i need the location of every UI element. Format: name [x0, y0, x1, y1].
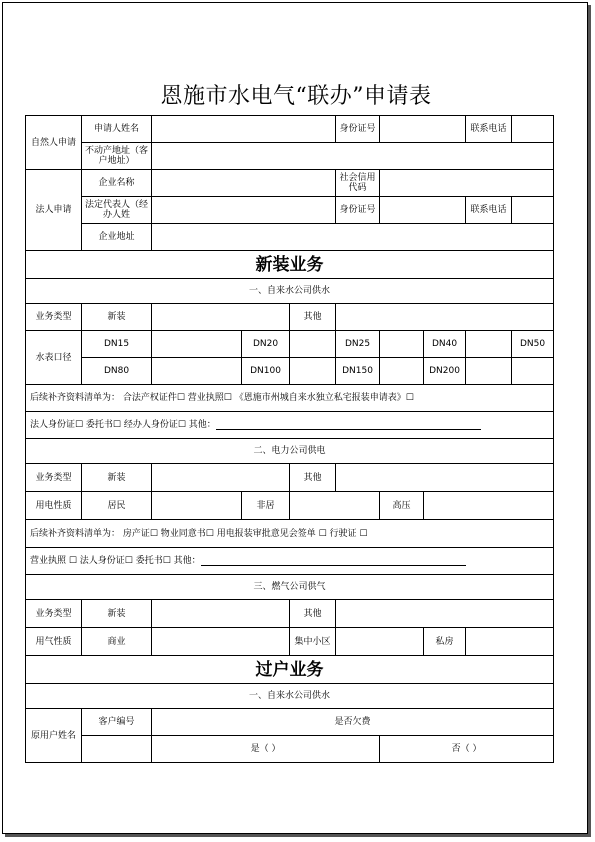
- meter-size-label: 水表口径: [26, 331, 82, 385]
- gas-nature-label: 用气性质: [26, 628, 82, 656]
- account-number-label: 客户编号: [82, 709, 152, 736]
- legal-id-number-field[interactable]: [380, 197, 466, 224]
- legal-id-number-label: 身份证号: [336, 197, 380, 224]
- legal-phone-label: 联系电话: [466, 197, 512, 224]
- account-number-field[interactable]: [82, 736, 152, 763]
- phone-field[interactable]: [512, 116, 554, 143]
- id-number-field[interactable]: [380, 116, 466, 143]
- power-nature-label: 用电性质: [26, 492, 82, 520]
- gas-centralized-field[interactable]: [336, 628, 424, 656]
- power-docs-line-1: 后续补齐资料清单为： 房产证☐ 物业同意书☐ 用电报装审批意见会签单 ☐ 行驶证 ☐: [26, 520, 554, 548]
- gas-biz-type-label: 业务类型: [26, 600, 82, 628]
- power-supply-heading: 二、电力公司供电: [26, 439, 554, 464]
- meter-dn80: DN80: [82, 358, 152, 385]
- water-other-docs-field[interactable]: [216, 420, 481, 430]
- applicant-name-label: 申请人姓名: [82, 116, 152, 143]
- power-resident-label: 居民: [82, 492, 152, 520]
- meter-dn15: DN15: [82, 331, 152, 358]
- meter-dn100-box[interactable]: [290, 358, 336, 385]
- meter-dn20: DN20: [242, 331, 290, 358]
- water-docs-line-2-text: 法人身份证☐ 委托书☐ 经办人身份证☐ 其他：: [30, 420, 216, 430]
- company-name-field[interactable]: [152, 170, 336, 197]
- water-other-field[interactable]: [336, 304, 554, 331]
- applicant-name-field[interactable]: [152, 116, 336, 143]
- meter-dn40: DN40: [424, 331, 466, 358]
- power-high-voltage-field[interactable]: [424, 492, 554, 520]
- natural-person-label: 自然人申请: [26, 116, 82, 170]
- gas-private-field[interactable]: [466, 628, 554, 656]
- transfer-water-heading: 一、自来水公司供水: [26, 684, 554, 709]
- gas-other-field[interactable]: [336, 600, 554, 628]
- power-new-field[interactable]: [152, 464, 290, 492]
- power-resident-field[interactable]: [152, 492, 242, 520]
- property-address-field[interactable]: [152, 143, 554, 170]
- gas-other-label: 其他: [290, 600, 336, 628]
- gas-new-label: 新装: [82, 600, 152, 628]
- id-number-label: 身份证号: [336, 116, 380, 143]
- meter-dn200-box[interactable]: [466, 358, 512, 385]
- legal-rep-label: 法定代表人（经办人姓: [82, 197, 152, 224]
- water-biz-type-label: 业务类型: [26, 304, 82, 331]
- meter-dn20-box[interactable]: [290, 331, 336, 358]
- water-docs-line-1: 后续补齐资料清单为： 合法产权证件☐ 营业执照☐ 《恩施市州城自来水独立私宅报装申请表》☐: [26, 385, 554, 412]
- gas-commercial-label: 商业: [82, 628, 152, 656]
- power-other-field[interactable]: [336, 464, 554, 492]
- power-other-label: 其他: [290, 464, 336, 492]
- company-address-label: 企业地址: [82, 224, 152, 251]
- water-new-field[interactable]: [152, 304, 290, 331]
- power-high-voltage-label: 高压: [380, 492, 424, 520]
- water-other-label: 其他: [290, 304, 336, 331]
- property-address-label: 不动产地址（客户地址）: [82, 143, 152, 170]
- arrears-yes-option[interactable]: 是（ ）: [152, 736, 380, 763]
- company-name-label: 企业名称: [82, 170, 152, 197]
- water-docs-line-2: [26, 412, 554, 439]
- gas-centralized-label: 集中小区: [290, 628, 336, 656]
- legal-phone-field[interactable]: [512, 197, 554, 224]
- gas-private-label: 私房: [424, 628, 466, 656]
- legal-person-label: 法人申请: [26, 170, 82, 251]
- credit-code-label: 社会信用代码: [336, 170, 380, 197]
- form-frame: [2, 2, 588, 834]
- gas-commercial-field[interactable]: [152, 628, 290, 656]
- gas-new-field[interactable]: [152, 600, 290, 628]
- credit-code-field[interactable]: [380, 170, 554, 197]
- meter-dn200: DN200: [424, 358, 466, 385]
- water-supply-heading: 一、自来水公司供水: [26, 279, 554, 304]
- power-new-label: 新装: [82, 464, 152, 492]
- form-title: 恩施市水电气“联办”申请表: [160, 84, 432, 109]
- legal-rep-field[interactable]: [152, 197, 336, 224]
- application-form: [25, 115, 554, 763]
- meter-dn80-box[interactable]: [152, 358, 242, 385]
- phone-label: 联系电话: [466, 116, 512, 143]
- gas-supply-heading: 三、燃气公司供气: [26, 575, 554, 600]
- power-docs-line-2-text: 营业执照 ☐ 法人身份证☐ 委托书☐ 其他：: [30, 556, 201, 566]
- power-non-resident-label: 非居: [242, 492, 290, 520]
- arrears-no-option[interactable]: 否（ ）: [380, 736, 554, 763]
- power-non-resident-field[interactable]: [290, 492, 380, 520]
- power-other-docs-field[interactable]: [201, 556, 466, 566]
- meter-dn150-box[interactable]: [380, 358, 424, 385]
- meter-dn50: DN50: [512, 331, 554, 358]
- company-address-field[interactable]: [152, 224, 554, 251]
- meter-dn40-box[interactable]: [466, 331, 512, 358]
- water-new-label: 新装: [82, 304, 152, 331]
- meter-extra-box[interactable]: [512, 358, 554, 385]
- new-install-heading: 新装业务: [26, 251, 554, 279]
- meter-dn25: DN25: [336, 331, 380, 358]
- power-biz-type-label: 业务类型: [26, 464, 82, 492]
- meter-dn15-box[interactable]: [152, 331, 242, 358]
- original-user-name-label: 原用户姓名: [26, 709, 82, 763]
- meter-dn25-box[interactable]: [380, 331, 424, 358]
- power-docs-line-2: [26, 548, 554, 575]
- arrears-label: 是否欠费: [152, 709, 554, 736]
- transfer-heading: 过户业务: [26, 656, 554, 684]
- meter-dn100: DN100: [242, 358, 290, 385]
- meter-dn150: DN150: [336, 358, 380, 385]
